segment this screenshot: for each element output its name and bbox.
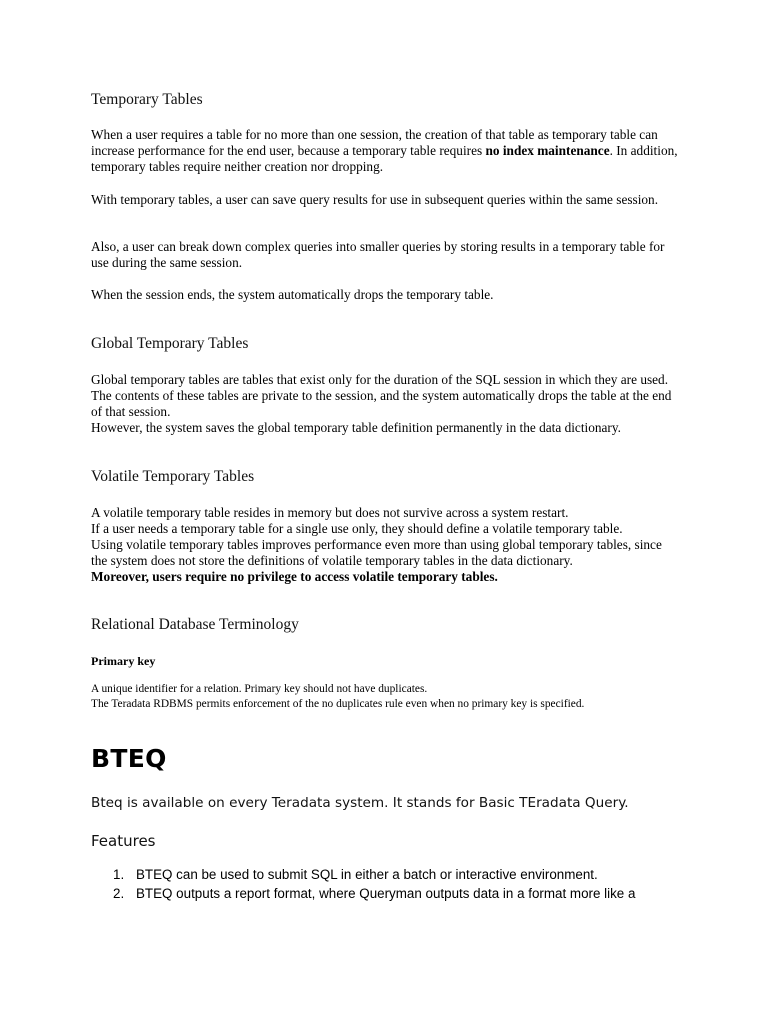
p2-text: With temporary tables, a user can save query results for use in subsequent queries within the same session. (91, 192, 659, 207)
vtt-line-4 (91, 569, 681, 585)
volatile-temporary-tables-body (91, 505, 681, 585)
temporary-tables-paragraph-1 (91, 127, 681, 175)
heading-volatile-temporary-tables: Volatile Temporary Tables (91, 468, 255, 485)
heading-features: Features (91, 832, 156, 850)
temporary-tables-paragraph-2 (91, 192, 681, 208)
gtt-line-2: The contents of these tables are private to the session, and the system automatically drops the table at the end of that session. (91, 388, 672, 419)
heading-global-temporary-tables: Global Temporary Tables (91, 335, 249, 352)
p4-text: When the session ends, the system automatically drops the temporary table. (91, 287, 494, 302)
p3-text: Also, a user can break down complex queries into smaller queries by storing results in a temporary table for use during the same session. (91, 239, 665, 270)
primary-key-body (91, 682, 691, 712)
list-item-text: BTEQ can be used to submit SQL in either a batch or interactive environment. (136, 867, 598, 882)
heading-bteq: BTEQ (91, 744, 167, 773)
global-temporary-tables-body (91, 372, 681, 436)
vtt-line-1: A volatile temporary table resides in memory but does not survive across a system restart. (91, 505, 569, 520)
bteq-subtitle: Bteq is available on every Teradata system. It stands for Basic TEradata Query. (91, 795, 629, 811)
p1-text-start: When a user requires a table for no more than one session, the creation of that table as temporary table can increase performance for the end user, because a temporary table requires (91, 127, 658, 158)
gtt-line-3: However, the system saves the global temporary table definition permanently in the data dictionary. (91, 420, 621, 435)
primary-key-line-1: A unique identifier for a relation. Primary key should not have duplicates. (91, 683, 428, 695)
temporary-tables-body (91, 127, 681, 175)
heading-temporary-tables: Temporary Tables (91, 91, 203, 108)
subheading-primary-key: Primary key (91, 654, 156, 668)
temporary-tables-paragraph-4 (91, 287, 681, 303)
list-item (91, 884, 691, 903)
primary-key-line-2: The Teradata RDBMS permits enforcement of the no duplicates rule even when no primary key is specified. (91, 698, 585, 710)
list-number: 1. (113, 867, 125, 882)
vtt-line-3: Using volatile temporary tables improves performance even more than using global temporary tables, since the system does not store the definitions of volatile temporary tables in the data dictionary. (91, 537, 662, 568)
list-number: 2. (113, 886, 125, 901)
temporary-tables-paragraph-3 (91, 239, 681, 271)
heading-relational-database-terminology: Relational Database Terminology (91, 616, 299, 633)
features-list (91, 865, 691, 903)
list-item (91, 865, 691, 884)
p1-bold-text: no index maintenance (485, 143, 610, 158)
p1-text-end: . In addition, temporary tables require neither creation nor dropping. (91, 143, 678, 174)
gtt-line-1: Global temporary tables are tables that exist only for the duration of the SQL session in which they are used. (91, 372, 669, 387)
vtt-line-2: If a user needs a temporary table for a single use only, they should define a volatile temporary table. (91, 521, 623, 536)
vtt-bold-text: Moreover, users require no privilege to access volatile temporary tables. (91, 569, 498, 584)
list-item-text: BTEQ outputs a report format, where Queryman outputs data in a format more like a (136, 886, 636, 901)
